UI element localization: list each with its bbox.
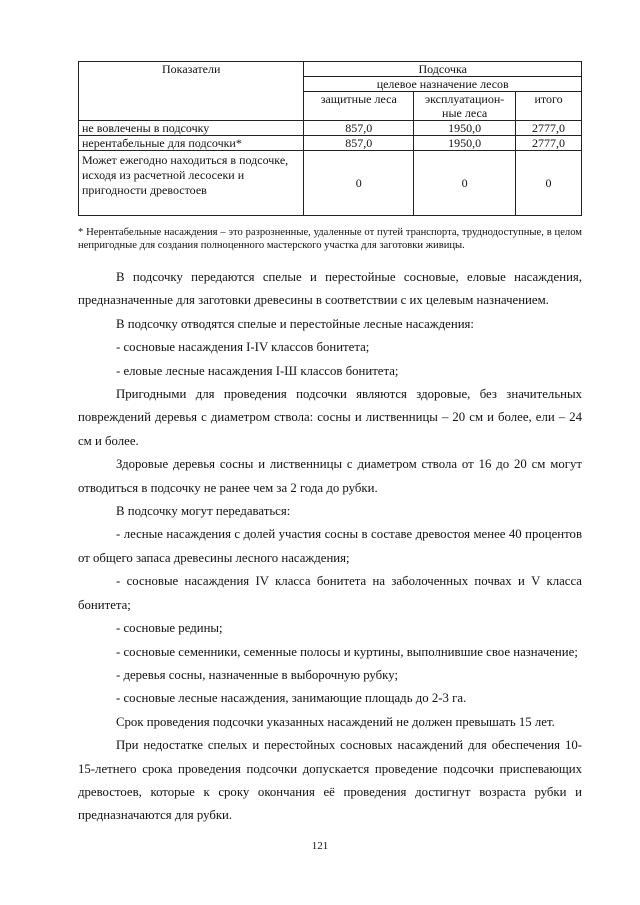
paragraph: В подсочку могут передаваться: xyxy=(116,504,291,519)
paragraph: При недостатке спелых и перестойных сосновых насаждений для обеспечения 10-15-летнего срока проведения подсочки допускается проведение подсочки приспевающих древостоев, которые к сроку окончания её проведения достигнут возраста рубки и предназначаются для рубки. xyxy=(78,738,582,823)
row-total: 2777,0 xyxy=(516,136,582,151)
paragraph: - сосновые семенники, семенные полосы и куртины, выполнившие свое назначение; xyxy=(116,644,578,659)
paragraph: - еловые лесные насаждения I-Ш классов бонитета; xyxy=(116,363,399,378)
row-operational: 1950,0 xyxy=(414,121,516,136)
table-row xyxy=(79,121,582,136)
table-footnote: * Нерентабельные насаждения – это разрозненные, удаленные от путей транспорта, труднодоступные, в целом непригодные для создания полноценного мастерского участка для заготовки живицы. xyxy=(78,227,582,251)
row-operational: 0 xyxy=(414,151,516,216)
row-protective: 0 xyxy=(304,151,414,216)
paragraph: Здоровые деревья сосны и лиственницы с диаметром ствола от 16 до 20 см могут отводиться в подсочку не ранее чем за 2 года до рубки. xyxy=(78,457,582,495)
paragraph: Пригодными для проведения подсочки являются здоровые, без значительных повреждений деревья с диаметром ствола: сосны и лиственницы – 20 см и более, ели – 24 см и более. xyxy=(78,387,582,448)
header-total: итого xyxy=(516,92,582,121)
row-label: нерентабельные для подсочки* xyxy=(79,136,304,151)
header-indicators: Показатели xyxy=(79,62,304,121)
paragraph: - сосновые лесные насаждения, занимающие площадь до 2-3 га. xyxy=(116,691,467,706)
forest-tapping-table xyxy=(78,61,582,216)
table-row xyxy=(79,151,582,216)
table-header-row xyxy=(79,62,582,77)
row-protective: 857,0 xyxy=(304,136,414,151)
header-operational: эксплуатацион-ные леса xyxy=(414,92,516,121)
header-protective: защитные леса xyxy=(304,92,414,121)
paragraph: - сосновые редины; xyxy=(116,621,223,636)
row-total: 0 xyxy=(516,151,582,216)
row-label: Может ежегодно находиться в подсочке, исходя из расчетной лесосеки и пригодности древостоев xyxy=(79,151,304,216)
page-number: 121 xyxy=(311,840,329,852)
row-total: 2777,0 xyxy=(516,121,582,136)
header-purpose: целевое назначение лесов xyxy=(304,77,582,92)
paragraph: - сосновые насаждения I-IV классов бонитета; xyxy=(116,340,370,355)
paragraph: В подсочку передаются спелые и перестойные сосновые, еловые насаждения, предназначенные для заготовки древесины в соответствии с их целевым назначением. xyxy=(78,270,582,308)
row-operational: 1950,0 xyxy=(414,136,516,151)
paragraph: - деревья сосны, назначенные в выборочную рубку; xyxy=(116,667,398,682)
body-text xyxy=(78,266,582,828)
table-row xyxy=(79,136,582,151)
paragraph: - лесные насаждения с долей участия сосны в составе древостоя менее 40 процентов от общего запаса древесины лесного насаждения; xyxy=(78,527,582,565)
paragraph: Срок проведения подсочки указанных насаждений не должен превышать 15 лет. xyxy=(116,714,555,729)
header-tapping: Подсочка xyxy=(304,62,582,77)
paragraph: В подсочку отводятся спелые и перестойные лесные насаждения: xyxy=(116,316,474,331)
row-protective: 857,0 xyxy=(304,121,414,136)
paragraph: - сосновые насаждения IV класса бонитета на заболоченных почвах и V класса бонитета; xyxy=(78,574,582,612)
row-label: не вовлечены в подсочку xyxy=(79,121,304,136)
